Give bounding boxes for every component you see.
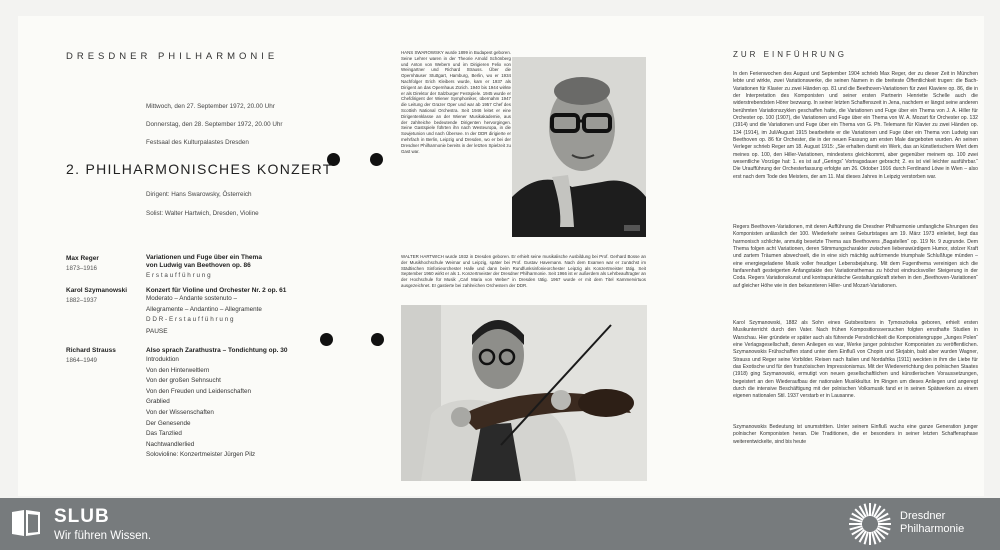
orchestra-name: DRESDNER PHILHARMONIE (66, 51, 279, 62)
conductor-biography: HANS SWAROWSKY wurde 1899 in Budapest geboren. Seine Lehrer waren in der Theorie Arnold Schönberg und Anton von Webern und im Dirigieren Felix von Weingartner und Richard Strauss. Über die Opernhäuser Stuttgart, Hamburg, Berlin, wo er 1934 Nachfolger Erich Kleibers wurde, kam er 1937 als Dirigent an das Opernhaus Zürich. 1940 bis 1944 wirkte er als Direktor der Salzburger Festspiele. 1945 wurde er Chefdirigent der Wiener Symphoniker, übernahm 1947 die Leitung der Grazer Oper und war ab 1957 Chef des Scottish National Orchestra. Seit 1946 leitet er eine Dirigentenklasse an der Wiener Musikakademie, aus der zahlreiche bedeutende Dirigenten hervorgingen. Seine Gastspiele führten ihn nach Westeuropa, in die Sowjetunion und nach Übersee. In der DDR dirigierte er mehrfach in Berlin, Leipzig und Dresden, wo er bei der Dresdner Philharmonie bereits in der letzten Spielzeit zu Gast war. (401, 50, 511, 154)
movement-line: Solovioline: Konzertmeister Jürgen Pilz (146, 451, 256, 459)
composer-name: Max Reger (66, 255, 99, 262)
work-title: Konzert für Violine und Orchester Nr. 2 op. 61 (146, 287, 287, 294)
composer-name: Karol Szymanowski (66, 287, 128, 294)
movement-line: Von der großen Sehnsucht (146, 377, 221, 385)
movement-list (146, 355, 255, 461)
footer-bar (0, 498, 1000, 550)
work-title: Also sprach Zarathustra – Tondichtung op. 30 (146, 347, 288, 354)
punch-hole (370, 153, 383, 166)
movement-line: Moderato – Andante sostenuto – (146, 295, 238, 302)
soloist-biography: WALTER HARTWICH wurde 1932 in Dresden geboren. Er erhielt seine musikalische Ausbildung bei Prof. Gerhard Bosse an der Musikhochschule Weimar und Leipzig, später bei Prof. Gustav Havemann. Nach dem Examen war er zunächst im Städtischen Sinfonieorchester Halle und dann beim Rundfunksinfonieorchester Leipzig als Konzertmeister tätig. Seit September 1960 wirkt er als 1. Konzertmeister der Dresdner Philharmonie. Seit 1966 ist er außerdem als Lehrbeauftragter an der Hochschule für Musik „Carl Maria von Weber“ in Dresden tätig. 1967 wurde er mit dem Titel Kammervirtuos ausgezeichnet. Er gastierte bei zahlreichen Orchestern der DDR. (401, 254, 646, 288)
punch-hole (320, 333, 333, 346)
essay-paragraph: Szymanowskis Bedeutung ist unumstritten. Unter seinem Einfluß wuchs eine ganze Generation junger polnischer Komponisten heran. Die Traditionen, die er besonders in seiner letzten Schaffensphase weiterentwickelte, sind bis heute (733, 424, 978, 445)
movement-line: Grablied (146, 398, 170, 406)
slub-wordmark: SLUB (54, 506, 110, 527)
venue: Festsaal des Kulturpalastes Dresden (146, 139, 249, 146)
slub-tagline: Wir führen Wissen. (54, 530, 152, 542)
movement-line: Introduktion (146, 356, 179, 363)
document-icon (10, 508, 44, 543)
movement-line: Nachtwandlerlied (146, 440, 195, 448)
essay-paragraph: In den Ferienwochen des August und September 1904 schrieb Max Reger, der zu dieser Zeit in München lebte und wirkte, zwei Variationswerke, die seinen Namen in die breiteste Öffentlichkeit trugen: die Bach-Variationen für Klavier zu zwei Händen op. 81 und die Beethoven-Variationen für zwei Klaviere op. 86, die in der Interpretation des Komponisten und seiner ersten Partnerin Henriette Schelle auch die widerstrebendsten Hörer bezwang. In seiner letzten Schaffenszeit in Jena, nachdem er längst seine anderen berühmten Variationszyklen geschaffen hatte, die Variationen und Fuge über ein Thema von J. A. Hiller für Orchester op. 100 (1907), die Variationen und Fuge über ein Thema von W. A. Mozart für Orchester op. 132 (1914) und die Variationen und Fuge über ein Thema von G. Ph. Telemann für Klavier zu zwei Händen op. 134 (1914), im Juli/August 1915 bearbeitete er die Variationen und Fuge über ein Thema von Ludwig van Beethoven op. 86 für Orchester, die in der neuen Fassung am ersten Male dargeboten wurden. An seinen Verleger schrieb Reger am 18. August 1915: „Sie erhalten damit ein Werk, das an künstlerischem Wert dem meines op. 100, den Hiller-Variationen, mindestens gleichkommt, aber gegenüber meinem op. 100 zwei wesentliche Vorzüge hat: 1. es ist auf „Gerings“ Vortragsdauer gebracht; 2. es ist viel leichter ausführbar.“ Die Uraufführung der Orchesterfassung erfolgte am 26. Oktober 1916 durch Ferdinand Löwe in Wien – also erst nach dem Tode des Meisters, der am 11. Mai dieses Jahres in Leipzig verstorben war. (733, 71, 978, 180)
intermission-label: PAUSE (146, 328, 168, 335)
movement-line: Das Tanzlied (146, 430, 182, 438)
conductor-photo (512, 57, 646, 237)
essay-paragraph: Karol Szymanowski, 1882 als Sohn eines Gutsbesitzers in Tymoszówka geboren, erhielt ersten Musikunterricht durch den Vater. Nach frühen Kompositionsversuchen folgten ernsthafte Studien in Warschau. Hier gründete er später auch als führende Persönlichkeit die Komponistengruppe „Junges Polen“ eine Verlagsgesellschaft, deren Anliegen es war, Werke junger polnischer Komponisten zu veröffentlichen. Szymanowskis Frühschaffen stand unter dem Einfluß von Chopin und Skrjabin, bald aber wurden Wagner, Strauss und Reger seine Vorbilder. Reisen nach Italien und Nordafrika (1911) weckten in ihm die Liebe für das Exotische und für den französischen Impressionismus. Mit der Wiedererrichtung des polnischen Staates (1918) ging Szymanowski, ermutigt von neuen gesellschaftlichen und künstlerischen Voraussetzungen, begeistert an den Wiederaufbau der nationalen Musikkultur. Im Ringen um dieses Anliegen und angeregt durch die intensive Beschäftigung mit der polnischen Volksmusik fand er in seinen Spätwerken zu einem eigenen nationalen Stil. 1937 verstarb er in Lausanne. (733, 320, 978, 400)
composer-years: 1873–1916 (66, 265, 97, 272)
movement-line: Allegramente – Andantino – Allegramente (146, 305, 262, 313)
punch-hole (371, 333, 384, 346)
premiere-note: DDR-Erstaufführung (146, 316, 236, 323)
concert-title: 2. PHILHARMONISCHES KONZERT (66, 161, 333, 177)
concert-date-2: Donnerstag, den 28. September 1972, 20.00 Uhr (146, 121, 283, 128)
composer-years: 1882–1937 (66, 297, 97, 304)
introduction-heading: ZUR EINFÜHRUNG (733, 50, 847, 59)
composer-years: 1864–1949 (66, 357, 97, 364)
soloist-photo (401, 305, 647, 481)
philharmonie-wordmark: Dresdner Philharmonie (900, 510, 965, 535)
work-title-line: von Ludwig van Beethoven op. 86 (146, 262, 251, 270)
soloist-line: Solist: Walter Hartwich, Dresden, Violine (146, 210, 259, 217)
movement-line: Der Genesende (146, 419, 191, 427)
sunburst-icon (846, 501, 894, 550)
movement-line: Von der Wissenschaften (146, 408, 214, 416)
movement-list (146, 294, 262, 315)
conductor-line: Dirigent: Hans Swarowsky, Österreich (146, 191, 252, 198)
concert-date-1: Mittwoch, den 27. September 1972, 20.00 Uhr (146, 103, 275, 110)
composer-name: Richard Strauss (66, 347, 116, 354)
premiere-note: Erstaufführung (146, 272, 213, 279)
movement-line: Von den Freuden und Leidenschaften (146, 387, 252, 395)
essay-paragraph: Regers Beethoven-Variationen, mit deren Aufführung die Dresdner Philharmonie umfangliche Ehrungen des Komponisten anlässlich der 100. Wiederkehr seines Geburtstages am 19. März 1973 einleitet, liegt das harmonisch schlichte, anmutig besetzte Thema aus Beethovens „Bagatellen“ op. 119 Nr. 9 zugrunde. Dem Thema folgen acht Variationen, deren Stimmungscharakter zwischen liebenswürdigem Humor, stolzer Kraft und zartem Träumen abwechselt, die in eine sich mächtig aufrürmende triumphale Schlußfuge münden – eine energiegeladene Musik voller freudiger Lebensbejahung. Mit dem Fugenthema vereinigen sich die fanfarenhaft gesteigerten Anfangstakte des Variationsthemas zu höchst eindrucksvoller Steigerung in der Coda. Regers Variationskunst und kontrapunktische Gestaltungskraft stehen in den „Beethoven-Variationen“ auf gleicher Höhe wie in den bekannteren Hiller- und Mozart-Variationen. (733, 224, 978, 289)
work-title (146, 254, 346, 271)
movement-line: Von den Hinterweltlern (146, 366, 210, 374)
work-title-line: Variationen und Fuge über ein Thema (146, 254, 262, 261)
